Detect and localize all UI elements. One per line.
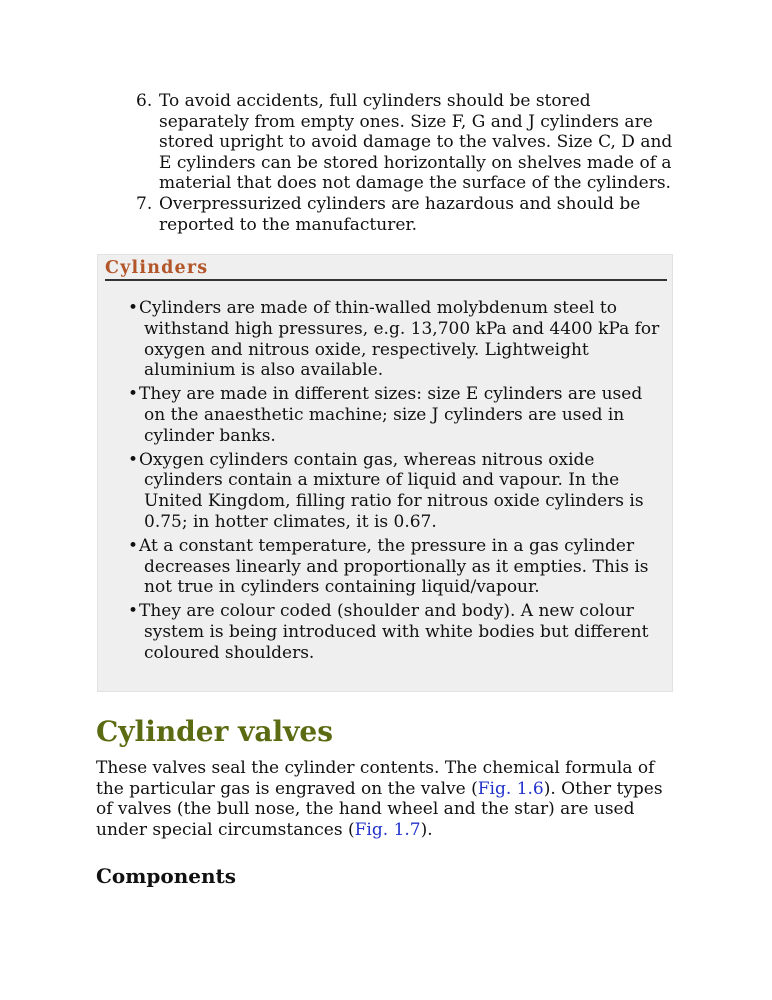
paragraph-text: These valves seal the cylinder contents. The chemical formula of the particular gas is engraved on the valve (	[96, 758, 655, 799]
bullet-item	[128, 536, 663, 598]
bullet-item	[128, 601, 663, 663]
bullet-list	[128, 298, 663, 667]
bullet-item	[128, 450, 663, 533]
bullet-icon: •	[128, 384, 139, 405]
box-title: Cylinders	[105, 257, 667, 281]
bullet-text: They are made in different sizes: size E cylinders are used on the anaesthetic machine; size J cylinders are used in cylinder banks.	[139, 384, 643, 446]
bullet-icon: •	[128, 535, 139, 556]
bullet-item	[128, 298, 663, 381]
bullet-text: At a constant temperature, the pressure in a gas cylinder decreases linearly and proportionally as it empties. This is not true in cylinders containing liquid/vapour.	[139, 535, 649, 598]
bullet-item	[128, 384, 663, 446]
subsection-heading: Components	[96, 864, 237, 888]
list-item-text: Overpressurized cylinders are hazardous and should be reported to the manufacturer.	[159, 193, 641, 235]
section-paragraph	[96, 758, 676, 840]
section-heading: Cylinder valves	[96, 715, 333, 748]
bullet-text: Oxygen cylinders contain gas, whereas nitrous oxide cylinders contain a mixture of liquid and vapour. In the United Kingdom, filling ratio for nitrous oxide cylinders is 0.75; in hotter climates, it is 0.67.	[139, 449, 644, 532]
list-item-number: 6.	[136, 91, 153, 111]
paragraph-text: ). Other types of valves (the bull nose, the hand wheel and the star) are used under special circumstances (	[96, 778, 663, 840]
list-item	[136, 91, 681, 194]
list-item-number: 7.	[136, 193, 153, 214]
bullet-icon: •	[128, 449, 139, 470]
figure-link-1-7[interactable]: Fig. 1.7	[354, 819, 421, 840]
cylinders-info-box	[97, 254, 673, 692]
list-item	[136, 194, 681, 235]
paragraph-text: ).	[420, 819, 433, 840]
bullet-text: Cylinders are made of thin-walled molybdenum steel to withstand high pressures, e.g. 13,700 kPa and 4400 kPa for oxygen and nitrous oxide, respectively. Lightweight aluminium is also available.	[139, 298, 660, 381]
figure-link-1-6[interactable]: Fig. 1.6	[477, 778, 544, 799]
bullet-text: They are colour coded (shoulder and body). A new colour system is being introduced with white bodies but different coloured shoulders.	[139, 601, 649, 663]
bullet-icon: •	[128, 601, 139, 622]
list-item-text: To avoid accidents, full cylinders should be stored separately from empty ones. Size F, G and J cylinders are stored upright to avoid damage to the valves. Size C, D and E cylinders can be stored horizontally on shelves made of a material that does not damage the surface of the cylinders.	[159, 91, 673, 194]
numbered-list	[136, 91, 681, 235]
bullet-icon: •	[128, 298, 139, 318]
